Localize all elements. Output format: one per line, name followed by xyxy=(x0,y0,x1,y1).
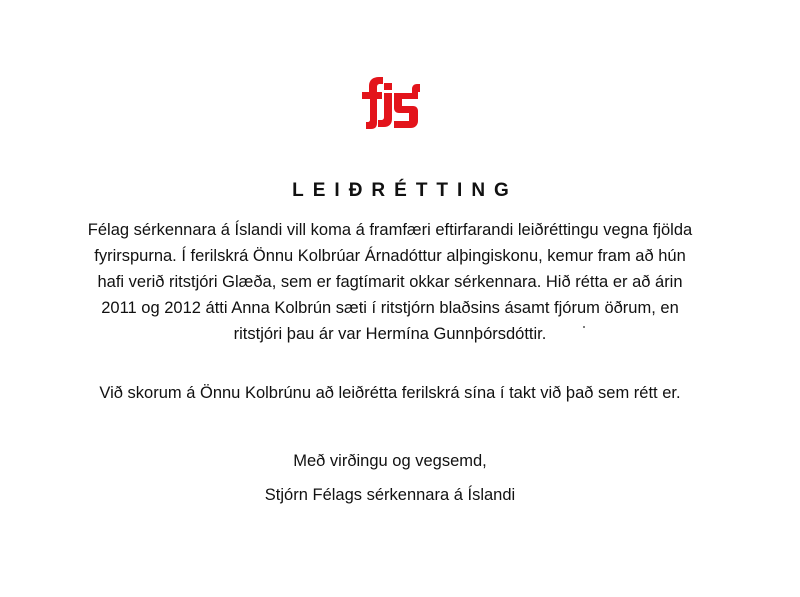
stray-dot xyxy=(583,326,585,328)
request-paragraph: Við skorum á Önnu Kolbrúnu að leiðrétta ferilskrá sína í takt við það sem rétt er. xyxy=(99,384,681,402)
body-line: ritstjóri þau ár var Hermína Gunnþórsdóttir. xyxy=(233,325,547,343)
fis-logo-icon xyxy=(360,74,422,136)
body-paragraph xyxy=(80,217,700,347)
page-title: LEIÐRÉTTING xyxy=(292,180,518,201)
body-line: fyrirspurna. Í ferilskrá Önnu Kolbrúar Árnadóttur alþingiskonu, kemur fram að hún xyxy=(94,247,686,265)
closing-line: Með virðingu og vegsemd, xyxy=(293,452,487,470)
body-line: 2011 og 2012 átti Anna Kolbrún sæti í ritstjórn blaðsins ásamt fjórum öðrum, en xyxy=(101,299,679,317)
signature-line: Stjórn Félags sérkennara á Íslandi xyxy=(264,486,516,504)
body-line: hafi verið ritstjóri Glæða, sem er fagtímarit okkar sérkennara. Hið rétta er að árin xyxy=(97,273,683,291)
body-line: Félag sérkennara á Íslandi vill koma á framfæri eftirfarandi leiðréttingu vegna fjölda xyxy=(87,221,693,239)
